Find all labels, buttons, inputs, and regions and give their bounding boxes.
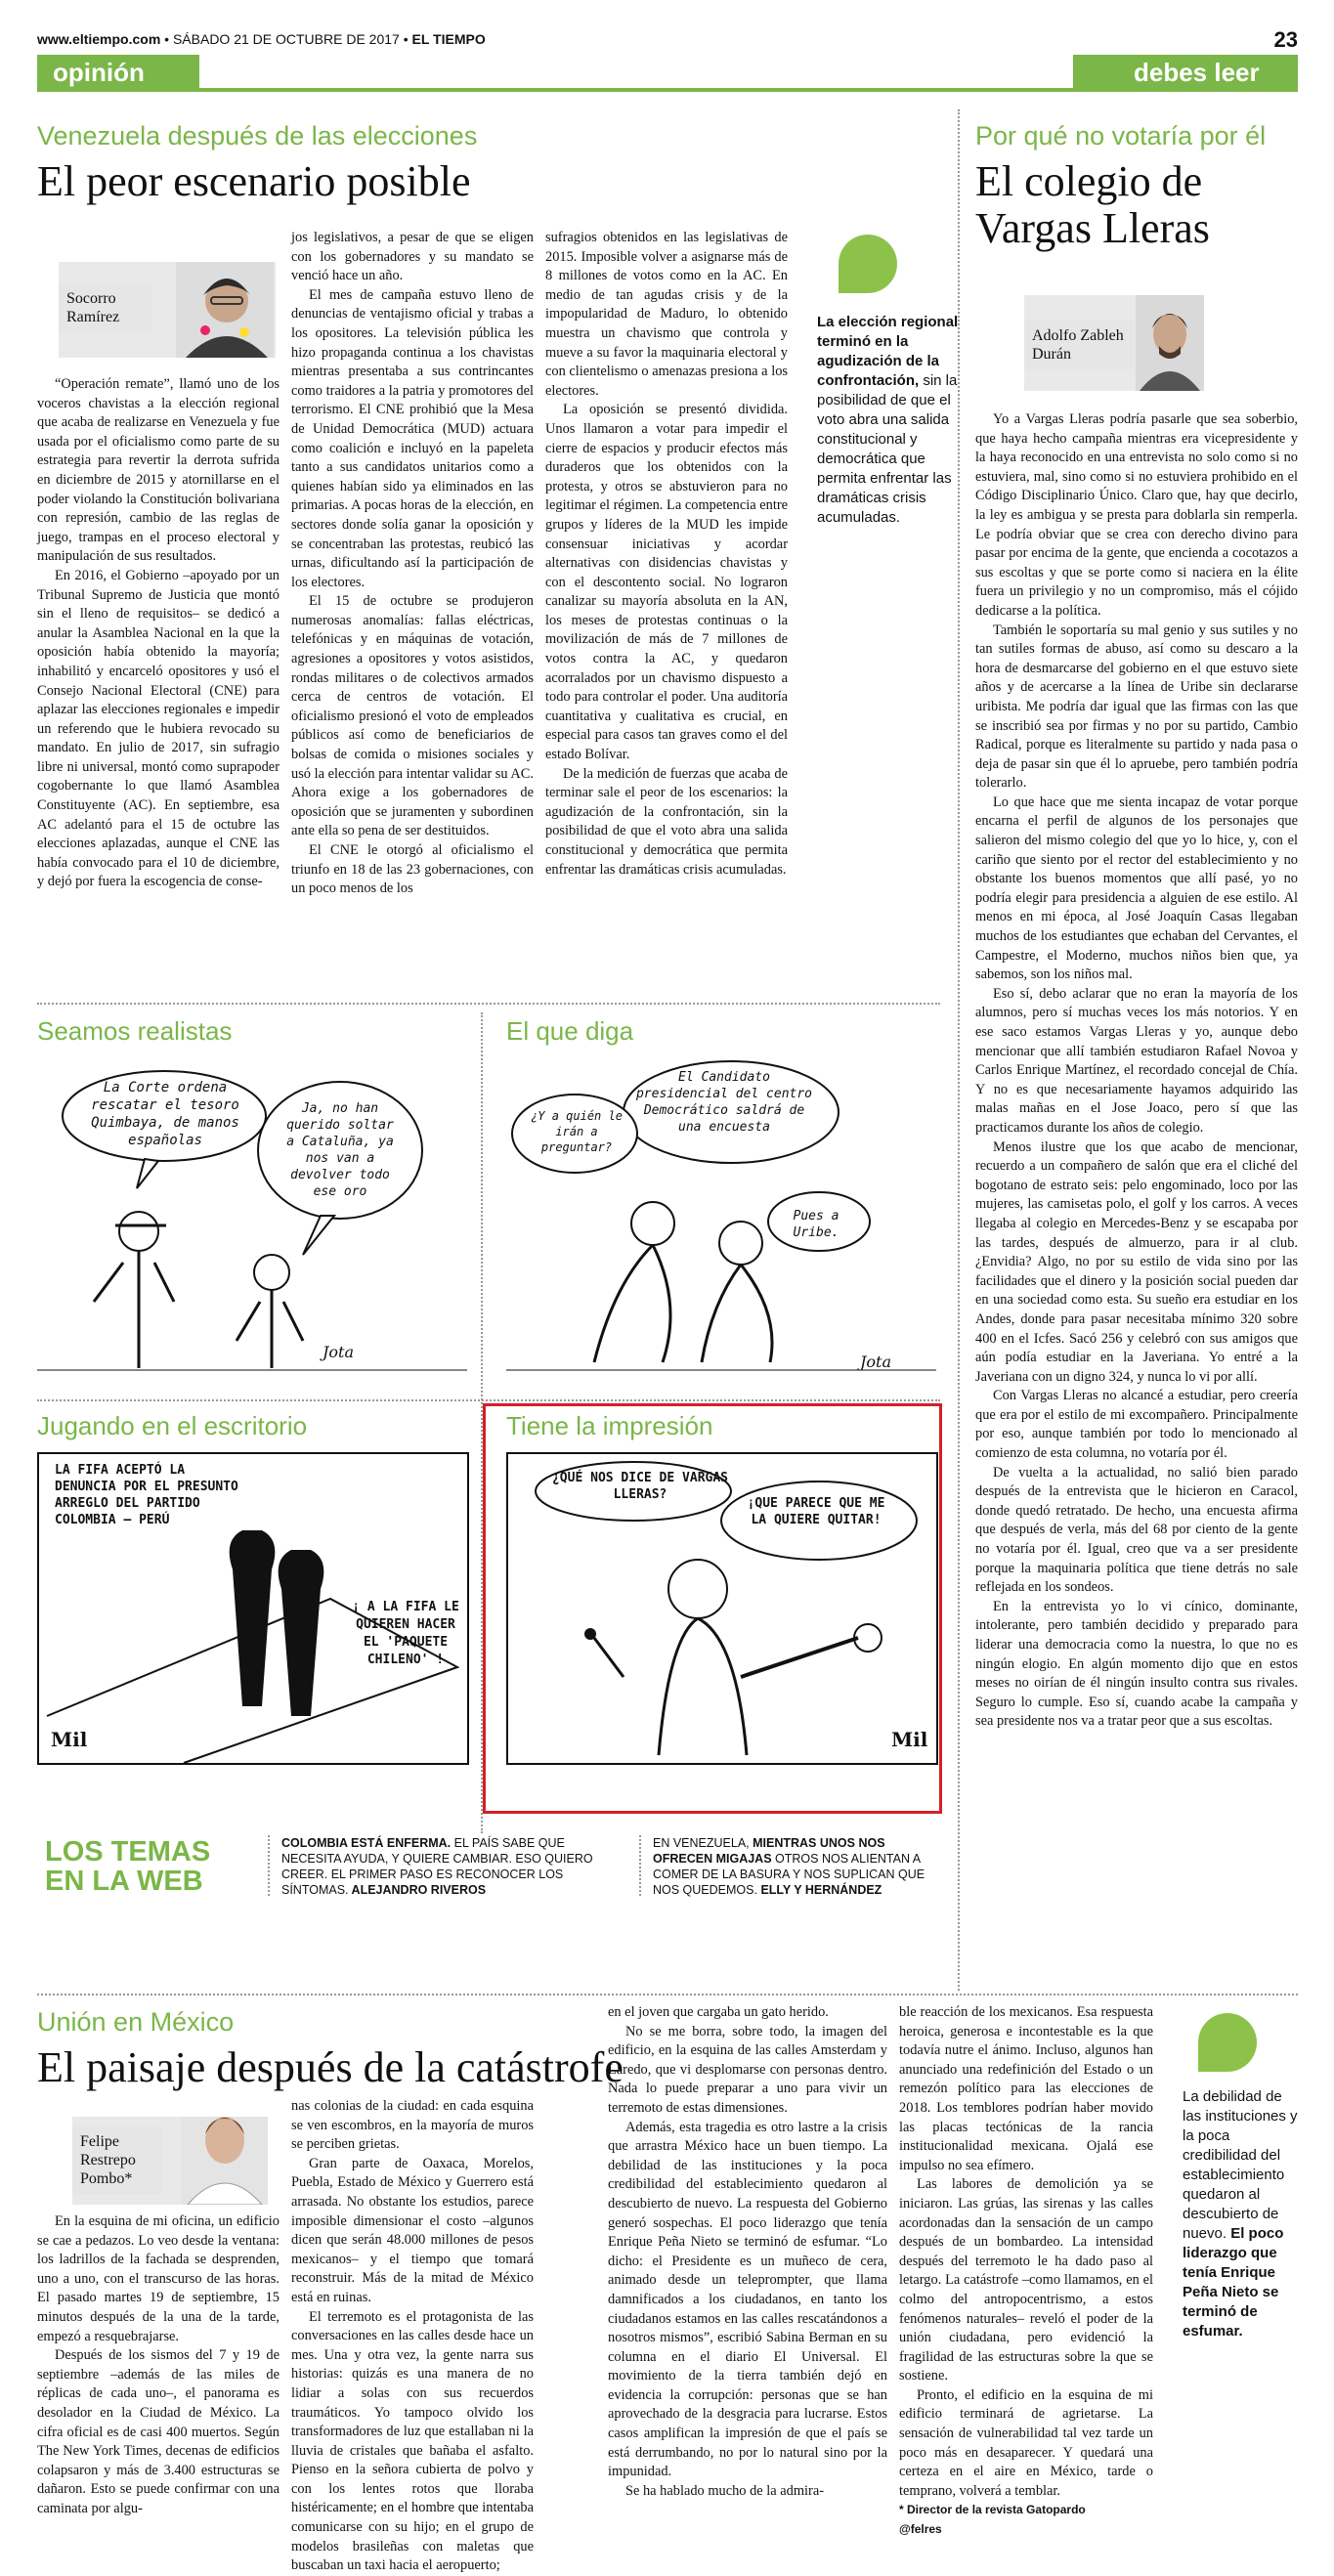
web-item-1[interactable] — [281, 1835, 624, 1898]
article3-col1 — [37, 2212, 280, 2519]
cartoon4-signature: Mil — [891, 1728, 928, 1751]
paragraph: Con Vargas Lleras no alcancé a estudiar, pero creería que era por el estilo de mi excompañero. Principalmente por eso, aunque también por todo lo mencionado al comienzo de esta columna, no votaría por él. — [975, 1388, 1298, 1462]
cartoon3-title: Jugando en el escritorio — [37, 1411, 308, 1440]
cartoon2-signature: Jota — [860, 1352, 892, 1371]
paragraph: jos legislativos, a pesar de que se eligen con los gobernadores y su mandato se venció hace un año. — [291, 230, 534, 284]
article1-col2 — [291, 229, 534, 899]
cartoon2-bubble1: El Candidato presidencial del centro Democrático saldrá de una encuesta — [635, 1070, 812, 1135]
paragraph: El 15 de octubre se produjeron numerosas anomalías: fallas eléctricas, telefónicas y en máquinas de votación, agresiones a opositores y votos asistidos, rondas militares o de colectivos armados cerca de centros de votación. El oficialismo presionó el voto de empleados públicos así como de beneficiarios de bolsas de comida o misiones sociales y usó la elección para intentar validar su AC. Ahora exige a los gobernadores de oposición que se juramenten y subordinen ante ella so pena de ser destituidos. — [291, 593, 534, 839]
paragraph: También le soportaría su mal genio y sus sutiles y no tan sutiles formas de abuso, así como su descaro a la hora de desmarcarse del gobierno en el que estuvo siete años y de acercarse a la línea de Uribe sin declararse uribista. Me podría dar igual que las firmas con las que se inscribió sea por firmas y no por su partido, Cambio Radical, porque es literalmente su partido y nada pasa o deja de pasar sin que él lo apruebe, pero también podría tolerarlo. — [975, 622, 1298, 792]
web-item-2-pre: EN VENEZUELA, — [653, 1836, 750, 1850]
pullquote-bold: El poco liderazgo que tenía Enrique Peña Nieto se terminó de esfumar. — [1183, 2225, 1284, 2340]
web-title-line2: EN LA WEB — [45, 1866, 203, 1897]
bottom-section-divider — [37, 1994, 1298, 1996]
cartoon3-signature: Mil — [51, 1728, 88, 1751]
site-url[interactable]: www.eltiempo.com — [37, 31, 161, 47]
article3-col3 — [608, 2003, 887, 2501]
web-item-1-bold: COLOMBIA ESTÁ ENFERMA. — [281, 1836, 452, 1850]
pullquote-text — [1183, 2087, 1298, 2341]
cartoon2-bubble3: Pues a Uribe. — [793, 1209, 839, 1240]
paragraph: nas colonias de la ciudad: en cada esquina se ven escombros, en la mayoría de muros se perciben grietas. — [291, 2098, 534, 2153]
paragraph: En la entrevista yo lo vi cínico, dominante, intolerante, pero también decidido y preparado para liderar una democracia como la nuestra, lo que no es ningún elogio. En algún momento dijo que en estos meses no oirían de él ningún insulto contra sus rivales. Seguro lo cumple. Eso sí, cuando acabe la campaña y sea presidente nos va a tratar peor que a sus escoltas. — [975, 1598, 1298, 1730]
paragraph: sufragios obtenidos en las legislativas de 2015. Imposible volver a asignarse más de 8 millones de votos como en la AC. En medio de tan agudas crisis y de la impopularidad de Maduro, lo obtenido muestra un chavismo que controla y mueve a su favor la maquinaria electoral y con clientelismo o amenazas presiona a los electores. — [545, 230, 788, 399]
pullquote-text — [817, 313, 964, 528]
right-column-divider — [958, 109, 960, 1991]
cartoon1-signature: Jota — [323, 1343, 355, 1361]
article2-kicker: Por qué no votaría por él — [975, 121, 1267, 150]
cartoon4-title: Tiene la impresión — [506, 1411, 713, 1440]
paragraph: en el joven que cargaba un gato herido. — [608, 2004, 829, 2020]
web-item-2-bold: MIENTRAS UNOS NOS OFRECEN MIGAJAS — [653, 1836, 885, 1866]
paragraph: Además, esta tragedia es otro lastre a la crisis que arrastra México hace un buen tiempo. La debilidad de las instituciones y la poca credibilidad del establecimiento quedaron al descubierto de nuevo. La respuesta del Gobierno generó sospechas. El poco liderazgo que tenía Enrique Peña Nieto se terminó de esfumar. “Lo dicho: el Presidente es un muñeco de cera, animado desde un teleprompter, que llama damnificados a los ciudadanos, en tanto los ciudadanos estamos en las calles rescatándonos a nosotros mismos”, escribió Sabina Berman en su columna en el diario El Universal. El movimiento de la tierra también dejó en evidencia la corrupción: personas que se han aprovechado de la desgracia para lucrarse. Estos casos amplifican la impresión de que el país se está derrumbando, no por lo natural sino por la impunidad. — [608, 2119, 887, 2480]
article2-author-box — [1024, 295, 1202, 391]
section-tab-opinion[interactable] — [37, 55, 199, 90]
paragraph: Se ha hablado mucho de la admira- — [625, 2482, 824, 2499]
cartoon4-bubble2: ¡QUE PARECE QUE ME LA QUIERE QUITAR! — [747, 1496, 885, 1527]
paragraph: El terremoto es el protagonista de las conversaciones en las calles desde hace un mes. Una y otra vez, la gente narra sus historias: quizás es una manera de no lidiar a solas con sus recuerdos traumáticos. Yo tampoco olvido los transformadores de luz que estallaban ni la lluvia de cristales que bañaba el asfalto. Pienso en la señora cubierta de polvo y con los lentes rotos que lloraba histéricamente; en el hombre que intentaba comunicarse con su hijo; en el grupo de modelos brasileñas con maletas que buscaban un taxi hacia el aeropuerto; — [291, 2308, 534, 2574]
cartoon4-bubble1: ¿QUÉ NOS DICE DE VARGAS LLERAS? — [551, 1471, 728, 1502]
cartoon3-bubble2: ¡ A LA FIFA LE QUIEREN HACER EL 'PAQUETE CHILENO' ! — [352, 1600, 459, 1667]
paragraph: No se me borra, sobre todo, la imagen del edificio, en la esquina de las calles Amsterdam y Laredo, que vi desplomarse con personas dentro. Nada lo puede preparar a uno para vivir un terremoto de estas dimensiones. — [608, 2023, 887, 2116]
author-portrait-icon — [176, 262, 274, 358]
article1-col1 — [37, 375, 280, 892]
paragraph: Lo que hace que me sienta incapaz de votar porque encarna el perfil de algunos de los personajes que salieron del mismo colegio del que yo lo hice, y, con el cariño que siento por el rector del establecimiento y no obstante los buenos momentos que allí pasé, yo no podría elegir para presidencia a alguien de ese estilo. Al menos en mi época, al José Joaquín Casas llegaban muchos de los estudiantes que echaban del Cervantes, el Campestre, el Moderno, muchos niños bien que, ya sabemos, son los niños mal. — [975, 794, 1298, 983]
article1-kicker: Venezuela después de las elecciones — [37, 121, 478, 150]
issue-date: • SÁBADO 21 DE OCTUBRE DE 2017 • — [160, 31, 412, 47]
author-name: Felipe Restrepo Pombo* — [72, 2126, 162, 2194]
cartoons-top-divider — [37, 1003, 940, 1005]
web-item-2-author: ELLY Y HERNÁNDEZ — [756, 1883, 882, 1897]
quote-mark-icon — [839, 235, 897, 293]
paragraph: El CNE le otorgó al oficialismo el triunfo en 18 de las 23 gobernaciones, con un poco menos de los — [291, 842, 534, 897]
paragraph: Después de los sismos del 7 y 19 de septiembre –además de las miles de réplicas de cada uno–, el panorama es desolador en la Ciudad de México. La cifra oficial es de casi 400 muertos. Según The New York Times, decenas de edificios colapsaron y más de 3.400 estructuras se dañaron. Esto se puede confirmar con una caminata por algu- — [37, 2347, 280, 2516]
paper-name: EL TIEMPO — [411, 31, 486, 47]
pullquote-bold: La elección regional terminó en la agudización de la confrontación, — [817, 314, 959, 389]
author-portrait-icon — [1136, 295, 1204, 391]
web-divider-2 — [639, 1835, 641, 1896]
pullquote-rest: La debilidad de las instituciones y la poca credibilidad del establecimiento quedaron al descubierto de nuevo. — [1183, 2088, 1298, 2242]
page-number: 23 — [1273, 27, 1298, 52]
section-bar — [37, 55, 1298, 94]
section-tab-debes-leer[interactable] — [1073, 55, 1298, 90]
article2-body — [975, 410, 1298, 1732]
web-item-1-author: ALEJANDRO RIVEROS — [348, 1883, 487, 1897]
web-item-2[interactable] — [653, 1835, 946, 1898]
paragraph: ble reacción de los mexicanos. Esa respuesta heroica, generosa e incontestable es la que todavía nutre el ánimo. Incluso, algunos han anunciado una redefinición del Estado o un remezón político para las elecciones de 2018. Los temblores podrían haber movido las placas tectónicas de la rancia institucionalidad mexicana. Ojalá ese impulso no sea efímero. — [899, 2004, 1153, 2173]
web-item-2-text: OTROS NOS ALIENTAN A COMER DE LA BASURA Y NOS SUPLICAN QUE NOS QUEDEMOS. — [653, 1852, 925, 1897]
paragraph: En la esquina de mi oficina, un edificio se cae a pedazos. Lo veo desde la ventana: los ladrillos de la fachada se desprenden, uno a uno, con el transcurso de las horas. El pasado martes 19 de septiembre, 15 minutos después de la una de la tarde, empezó a resquebrajarse. — [37, 2213, 280, 2344]
author-portrait-icon — [182, 2095, 268, 2205]
pullquote-rest: sin la posibilidad de que el voto abra una salida constitucional y democrática que permita enfrentar las dramáticas crisis acumuladas. — [817, 372, 958, 526]
web-title — [45, 1837, 270, 1896]
paragraph: Yo a Vargas Lleras podría pasarle que sea soberbio, que haya hecho campaña mientras era vicepresidente y la haya reconocido en una entrevista no solo como si no estuviera, mal, sino como si no estuviera prohibido en el Código Disciplinario Único. Claro que, hay que decirlo, la ley es ambigua y se presta para doblarla sin remperla. Le podría obviar que se crea con derecho divino para pasar por encima de la gente, que encienda a cocotazos a sus escoltas y que se porte como si naciera en la élite fuera un privilegio y no un compromiso, más el cójido dedicarse a la política. — [975, 411, 1298, 619]
masthead — [37, 27, 1298, 57]
paragraph: Menos ilustre que los que acabo de mencionar, recuerdo a un compañero de salón que era el cliché del bogotano de estrato seis: pelo engominado, loco por las mujeres, las camisetas polo, el golf y los carros. A veces llegaba al colegio en Mercedes-Benz y se escapaba por las tardes, después de almuerzo, para ir al club. ¿Envidia? Algo, no por su estilo de vida sino por las facilidades que el dinero y la posición social pueden dar en una sociedad como esta. Su sueño era estudiar en los Andes, donde para pasar necesitaba mínimo 320 sobre 400 en el Icfes. Sacó 256 y celebró con sus amigos que aún podía estudiar en la Javeriana. Yo entré a la Javeriana con un digno 324, y nunca lo vi por allí. — [975, 1138, 1298, 1385]
cartoon1-bubble2: Ja, no han querido soltar a Cataluña, ya nos van a devolver todo ese oro — [286, 1101, 394, 1199]
quote-mark-icon — [1198, 2013, 1257, 2072]
article3-author-box — [72, 2117, 268, 2205]
web-divider-1 — [268, 1835, 270, 1896]
article3-col4 — [899, 2003, 1153, 2540]
article1-author-box — [59, 262, 276, 358]
cartoon2-title: El que diga — [506, 1016, 634, 1046]
cartoon1-bubble1: La Corte ordena rescatar el tesoro Quimbaya, de manos españolas — [91, 1080, 239, 1148]
cartoon3-bubble1: LA FIFA ACEPTÓ LA DENUNCIA POR EL PRESUNTO ARREGLO DEL PARTIDO COLOMBIA – PERÚ — [55, 1463, 238, 1527]
cartoon2-bubble2: ¿Y a quién le irán a preguntar? — [531, 1109, 623, 1154]
footnote: * Director de la revista Gatopardo — [899, 2503, 1086, 2517]
paragraph: Las labores de demolición ya se iniciaron. Las grúas, las sirenas y las calles acordonadas dan la sensación de un campo después de un bombardeo. La intensidad después del terremoto le ha dado paso al letargo. La catástrofe –como llamamos, en el colmo del antropocentrismo, a estos fenómenos naturales– reveló el poder de la unión ciudadana, pero evidenció la fragilidad de las estructuras sobre la que se sostiene. — [899, 2176, 1153, 2384]
cartoon1-title: Seamos realistas — [37, 1016, 233, 1046]
paragraph: De la medición de fuerzas que acaba de terminar sale el peor de los escenarios: la agudización de la confrontación, sin la posibilidad de que el voto abra una salida constitucional y democrática que permita enfrentar las dramáticas crisis acumuladas. — [545, 765, 788, 878]
paragraph: Eso sí, debo aclarar que no eran la mayoría de los alumnos, pero sí muchas veces los más notorios. Y en ese saco estamos Vargas Lleras y yo, aunque debo mencionar que allí también estudiaron Rafael Novoa y Carlos Enrique Martínez, el recordado concejal de Chía. Y no es que necesariamente hayamos adquirido las malas mañas en el Jose Joaco, pero sí que las practicamos durante los años de colegio. — [975, 985, 1298, 1136]
cartoons-row-divider — [37, 1399, 940, 1401]
author-name: Socorro Ramírez — [59, 283, 152, 332]
paragraph: “Operación remate”, llamó uno de los voceros chavistas a la elección regional que acaba de realizarse en Venezuela y fue usada por el oficialismo como parte de su estrategia para revertir la derrota sufrida en diciembre de 2015 y atornillarse en el poder violando la Constitución bolivariana con represión, cambio de las reglas de juego, trampas en el proceso electoral y manipulación de sus resultados. — [37, 376, 280, 565]
paragraph: Gran parte de Oaxaca, Morelos, Puebla, Estado de México y Guerrero está arrasada. No obstante los estudios, parece imposible dimensionar el costo –algunos dicen que serán 48.000 millones de pesos mexicanos– y el tiempo que tomará reconstruir. Más de la mitad de México está en ruinas. — [291, 2155, 534, 2305]
author-name: Adolfo Zableh Durán — [1024, 321, 1134, 369]
paragraph: En 2016, el Gobierno –apoyado por un Tribunal Supremo de Justicia que montó sin el lleno de requisitos– se dedicó a anular la Asamblea Nacional en la que la oposición había obtenido la mayoría; inhabilitó y encarceló opositores y usó el Consejo Nacional Electoral (CNE) para aplazar las elecciones regionales e impedir un referendo que le hubiera revocado su mandato. En julio de 2017, sin sufragio libre ni universal, montó como suprapoder cogobernante lo que llamó Asamblea Constituyente (AC). En septiembre, esa AC adelantó para el 15 de octubre las elecciones aplazadas, aunque el CNE las había convocado para el 10 de diciembre, y dejó por fuera la escogencia de conse- — [37, 567, 280, 890]
article3-pullquote — [1183, 2013, 1298, 2341]
article2-headline — [975, 158, 1298, 252]
web-title-line1: LOS TEMAS — [45, 1836, 211, 1868]
author-handle[interactable]: @felres — [899, 2522, 942, 2537]
article1-pullquote — [817, 235, 964, 528]
paragraph: La oposición se presentó dividida. Unos llamaron a votar para impedir el cierre de espacios y producir efectos más duraderos que los obtenidos con la protesta, y otros se abstuvieron para no legitimar el régimen. La competencia entre grupos y líderes de la MUD les impide consensuar iniciativas y acordar alternativas con disidencias chavistas y con el descontento social. No lograron canalizar su mayoría absoluta en la AN, los meses de protestas continuas o la movilización de más de 7 millones de votos contra la AC, y quedaron acorralados por un chavismo dispuesto a todo para controlar el poder. Una auditoría cuantitativa y cualitativa es crucial, en especial para casos tan graves como el del estado Bolívar. — [545, 402, 788, 763]
web-item-1-text: EL PAÍS SABE QUE NECESITA AYUDA, Y QUIERE CAMBIAR. ESO QUIERO CREER. EL PRIMER PASO ES RECONOCER LOS SÍNTOMAS. — [281, 1836, 593, 1897]
section-label: opinión — [53, 58, 145, 87]
article3-col2 — [291, 2097, 534, 2576]
article1-headline: El peor escenario posible — [37, 157, 471, 205]
article1-col3 — [545, 229, 788, 880]
paragraph: El mes de campaña estuvo lleno de denuncias de ventajismo oficial y trabas a los opositores. La televisión pública les hizo propaganda continua a los chavistas mientras presentaba a sus contrincantes como traidores a la patria y promotores del terrorismo. El CNE prohibió que la Mesa de Unidad Democrática (MUD) actuara como coalición e incluyó en la papeleta tanto a sus candidatos unitarios como a quienes habían sido ya eliminados en las primarias. A pocas horas de la elección, en sectores donde solía ganar la oposición y se concentraban las protestas, reubicó las urnas, dificultando así la participación de los electores. — [291, 286, 534, 590]
right-section-label: debes leer — [1134, 58, 1260, 87]
paragraph: Pronto, el edificio en la esquina de mi edificio terminará de agrietarse. La sensación de vulnerabilidad tal vez tarde un poco más en desaparecer. Y quedará una certeza en el aire en México, tarde o temprano, volverá a temblar. — [899, 2386, 1153, 2499]
paragraph: De vuelta a la actualidad, no salió bien parado después de la entrevista que le hicieron en Caracol, donde quedó retratado. De hecho, una encuesta afirma que después de verla, más del 68 por ciento de la gente no votaría por él. Igual, creo que va a ser presidente porque la maquinaria política que tiene detrás no sale reflejada en los sondeos. — [975, 1464, 1298, 1596]
article3-headline: El paisaje después de la catástrofe — [37, 2043, 624, 2091]
article2-headline-text: El colegio de Vargas Lleras — [975, 157, 1210, 252]
article3-kicker: Unión en México — [37, 2007, 235, 2037]
